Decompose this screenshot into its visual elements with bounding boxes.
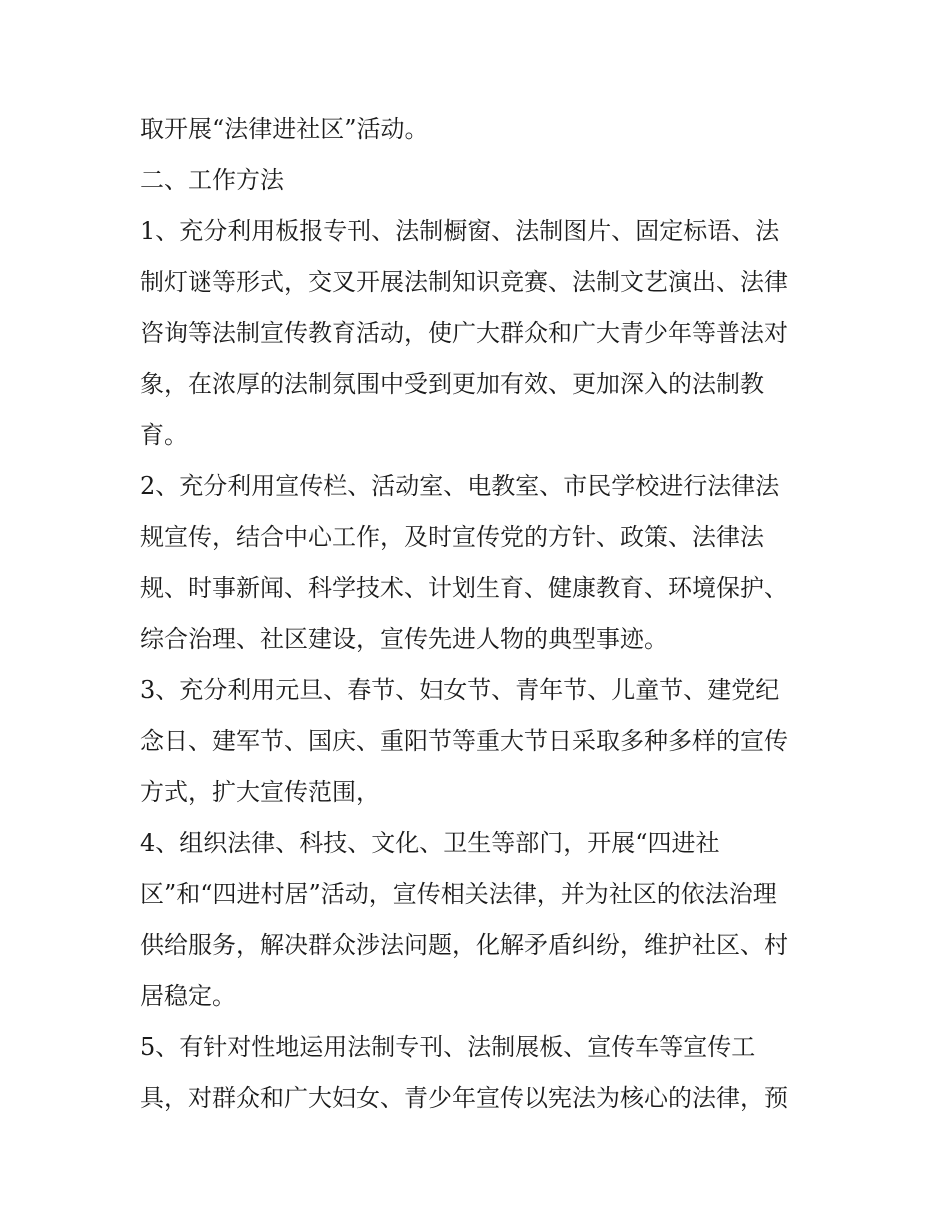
text-line: 4、组织法律、科技、文化、卫生等部门，开展“四进社 [140, 829, 720, 857]
text-line: 区”和“四进村居”活动，宣传相关法律，并为社区的依法治理 [140, 880, 777, 908]
text-line: 2、充分利用宣传栏、活动室、电教室、市民学校进行法律法 [140, 472, 780, 500]
text-line: 方式，扩大宣传范围， [140, 778, 380, 806]
text-line: 具，对群众和广大妇女、青少年宣传以宪法为核心的法律，预 [140, 1084, 788, 1112]
text-line: 取开展“法律进社区”活动。 [140, 115, 429, 143]
text-line: 念日、建军节、国庆、重阳节等重大节日采取多种多样的宣传 [140, 727, 788, 755]
text-line: 综合治理、社区建设，宣传先进人物的典型事迹。 [140, 625, 668, 653]
text-line: 育。 [140, 421, 188, 449]
text-line: 象，在浓厚的法制氛围中受到更加有效、更加深入的法制教 [140, 370, 764, 398]
text-line: 3、充分利用元旦、春节、妇女节、青年节、儿童节、建党纪 [140, 676, 780, 704]
text-line: 咨询等法制宣传教育活动，使广大群众和广大青少年等普法对 [140, 319, 788, 347]
text-line: 1、充分利用板报专刊、法制橱窗、法制图片、固定标语、法 [140, 217, 780, 245]
text-line: 规、时事新闻、科学技术、计划生育、健康教育、环境保护、 [140, 574, 788, 602]
text-line: 规宣传，结合中心工作，及时宣传党的方针、政策、法律法 [140, 523, 764, 551]
text-line: 5、有针对性地运用法制专刊、法制展板、宣传车等宣传工 [140, 1033, 756, 1061]
section-heading: 二、工作方法 [140, 166, 284, 194]
text-line: 供给服务，解决群众涉法问题，化解矛盾纠纷，维护社区、村 [140, 931, 788, 959]
text-line: 制灯谜等形式，交叉开展法制知识竞赛、法制文艺演出、法律 [140, 268, 788, 296]
text-line: 居稳定。 [140, 982, 236, 1010]
